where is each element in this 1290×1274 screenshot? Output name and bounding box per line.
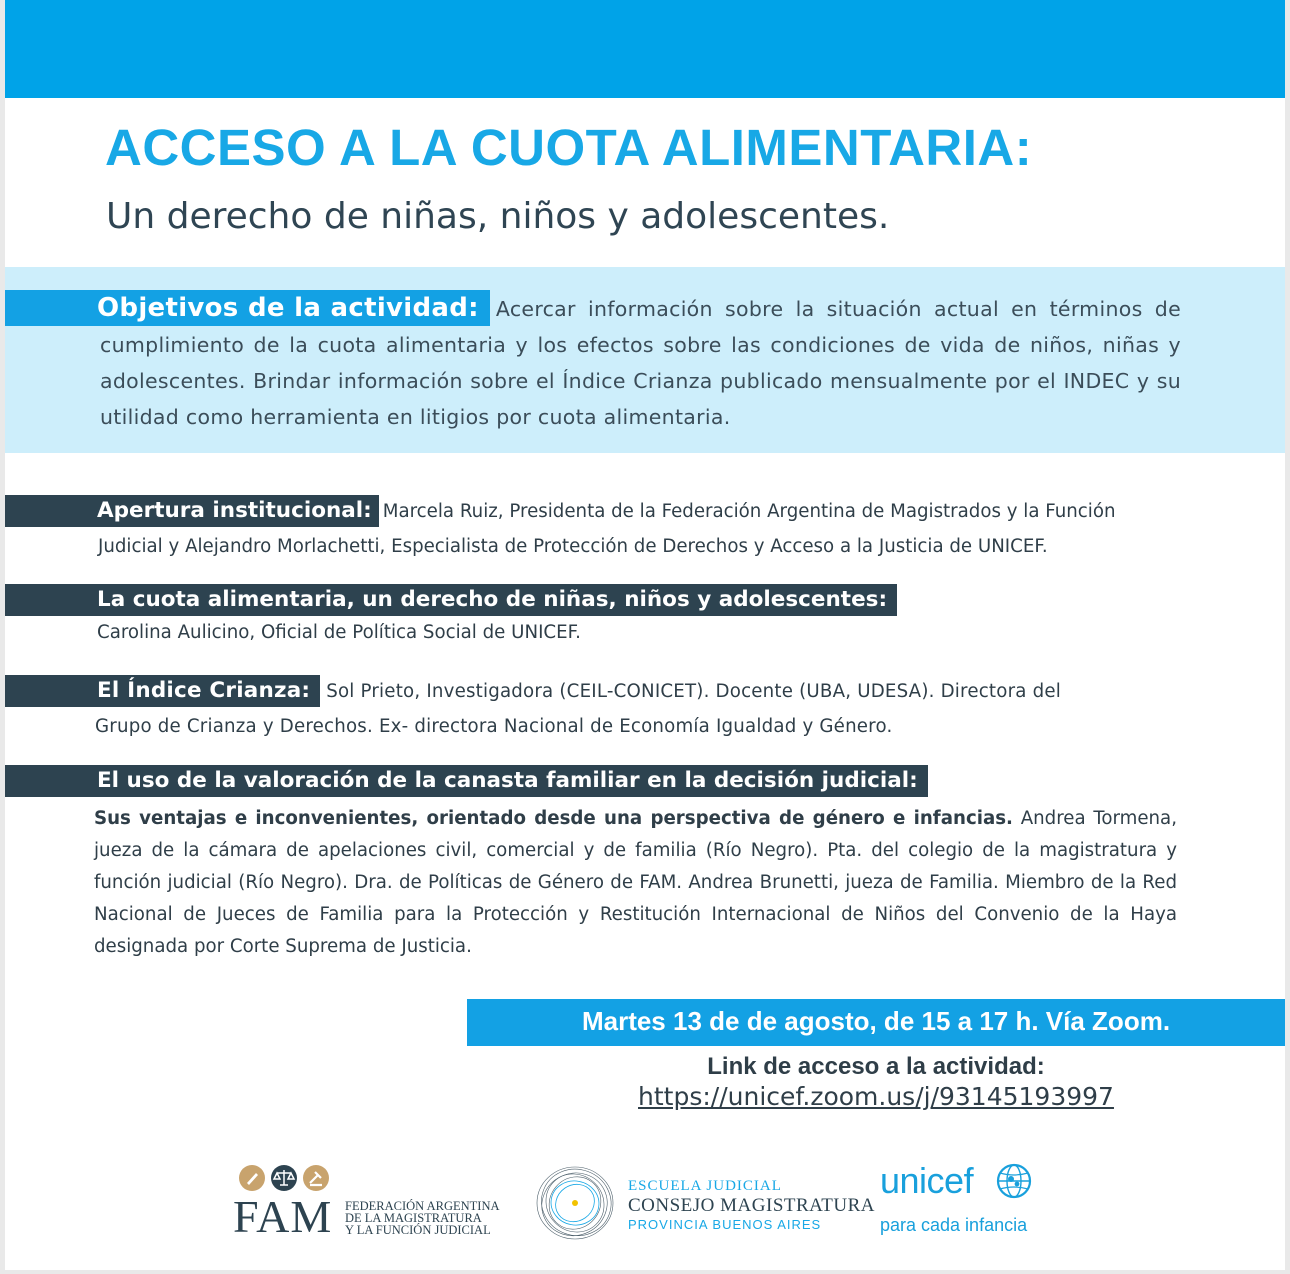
event-date: Martes 13 de de agosto, de 15 a 17 h. Vía Zoom. [581,1006,1171,1036]
objectives-label: Objetivos de la actividad: [5,290,490,326]
escuela-judicial-logo [530,1158,875,1248]
fam-line-3: Y LA FUNCIÓN JUDICIAL [345,1223,491,1237]
unicef-wordmark: unicef [880,1160,974,1201]
page-subtitle: Un derecho de niñas, niños y adolescentes. [106,196,890,237]
section-apertura-label: Apertura institucional: [5,495,379,527]
section-canasta-body [94,803,1177,963]
zoom-link[interactable]: https://unicef.zoom.us/j/93145193997 [638,1082,1114,1111]
section-canasta-label: El uso de la valoración de la canasta familiar en la decisión judicial: [5,765,928,797]
escuela-text [628,1178,875,1232]
section-apertura [5,494,1180,564]
fam-line-1: FEDERACIÓN ARGENTINA [345,1199,500,1213]
section-apertura-text-1: Marcela Ruiz, Presidenta de la Federación Argentina de Magistrados y la Función [382,501,1116,522]
fam-wordmark: FAM [233,1191,333,1242]
section-apertura-text-2: Judicial y Alejandro Morlachetti, Especialista de Protección de Derechos y Acceso a la Justicia de UNICEF. [98,536,1048,557]
section-indice-text-2: Grupo de Crianza y Derechos. Ex- directora Nacional de Economía Igualdad y Género. [95,716,893,737]
page-title: ACCESO A LA CUOTA ALIMENTARIA: [105,119,1033,176]
section-cuota-text: Carolina Aulicino, Oficial de Política Social de UNICEF. [97,622,581,643]
section-cuota-header [5,584,901,616]
objectives-block [97,290,1181,435]
section-cuota-label: La cuota alimentaria, un derecho de niñas, niños y adolescentes: [5,584,897,616]
escuela-line-1: ESCUELA JUDICIAL [628,1178,782,1194]
escuela-line-3: PROVINCIA BUENOS AIRES [628,1217,822,1232]
section-indice [5,674,1180,744]
unicef-tagline: para cada infancia [880,1215,1028,1235]
fam-fullname [345,1200,500,1236]
top-color-band [5,0,1285,98]
section-indice-text-1: Sol Prieto, Investigadora (CEIL-CONICET). Docente (UBA, UDESA). Directora del [326,681,1061,702]
fam-line-2: DE LA MAGISTRATURA [345,1211,482,1225]
flyer-page [5,0,1285,1270]
section-canasta-bold-text: Sus ventajas e inconvenientes, orientado desde una perspectiva de género e infancias. [94,808,1013,829]
unicef-logo [880,1160,1050,1245]
section-canasta-text: Andrea Tormena, jueza de la cámara de apelaciones civil, comercial y de familia (Río Negro). Pta. del colegio de la magistratura y función judicial (Río Negro). Dra. de Políticas de Género de FAM. Andrea Brunetti, jueza de Familia. Miembro de la Red Nacional de Jueces de Familia para la Protección y Restitución Internacional de Niños del Convenio de la Haya designada por Corte Suprema de Justicia. [94,808,1177,957]
section-canasta-header [5,765,932,797]
link-label: Link de acceso a la actividad: [707,1053,1045,1080]
unicef-globe-icon [994,1161,1034,1201]
escuela-emblem-icon [530,1158,620,1248]
fam-logo [233,1160,523,1240]
objectives-text: Acercar información sobre la situación actual en términos de cumplimiento de la cuota alimentaria y los efectos sobre las condiciones de vida de niños, niñas y adolescentes. Brindar información sobre el Índice Crianza publicado mensualmente por el INDEC y su utilidad como herramienta en litigios por cuota alimentaria. [100,297,1181,429]
section-indice-label: El Índice Crianza: [5,675,320,707]
escuela-line-2: CONSEJO MAGISTRATURA [628,1195,875,1216]
